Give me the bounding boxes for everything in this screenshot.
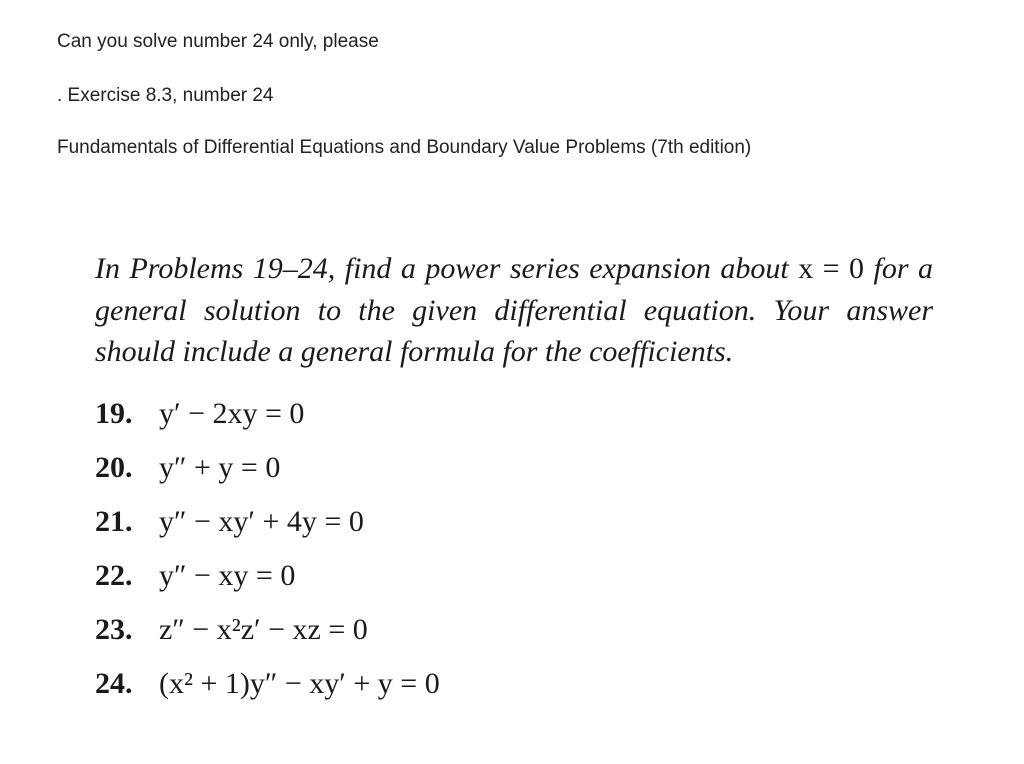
problem-number: 19. xyxy=(95,396,133,430)
problem-equation: y′ − 2xy = 0 xyxy=(159,396,305,430)
problem-equation: y″ − xy′ + 4y = 0 xyxy=(159,504,364,538)
instructions-equation: x = 0 xyxy=(798,252,865,285)
problem-number: 20. xyxy=(95,450,133,484)
problem-19 xyxy=(95,387,933,441)
problem-number: 21. xyxy=(95,504,133,538)
problem-equation: y″ − xy = 0 xyxy=(159,558,296,592)
problem-list xyxy=(95,387,933,711)
problem-22 xyxy=(95,549,933,603)
textbook-excerpt-image xyxy=(95,248,933,711)
problem-equation: (x² + 1)y″ − xy′ + y = 0 xyxy=(159,666,440,700)
problem-equation: y″ + y = 0 xyxy=(159,450,281,484)
problem-20 xyxy=(95,441,933,495)
textbook-title: Fundamentals of Differential Equations and Boundary Value Problems (7th edition) xyxy=(57,137,752,158)
problem-equation: z″ − x²z′ − xz = 0 xyxy=(159,612,368,646)
problem-number: 23. xyxy=(95,612,133,646)
exercise-reference: . Exercise 8.3, number 24 xyxy=(57,85,274,106)
problem-number: 22. xyxy=(95,558,133,592)
problem-23 xyxy=(95,603,933,657)
question-text: Can you solve number 24 only, please xyxy=(57,31,379,52)
problem-24 xyxy=(95,657,933,711)
problem-instructions xyxy=(95,248,933,373)
instructions-part-2: for a general solution to the given differential equation. Your answer should include a general formula for the coefficients. xyxy=(95,252,934,368)
problem-number: 24. xyxy=(95,666,133,700)
problem-21 xyxy=(95,495,933,549)
instructions-part-1: In Problems 19–24, find a power series expansion about xyxy=(95,252,799,285)
